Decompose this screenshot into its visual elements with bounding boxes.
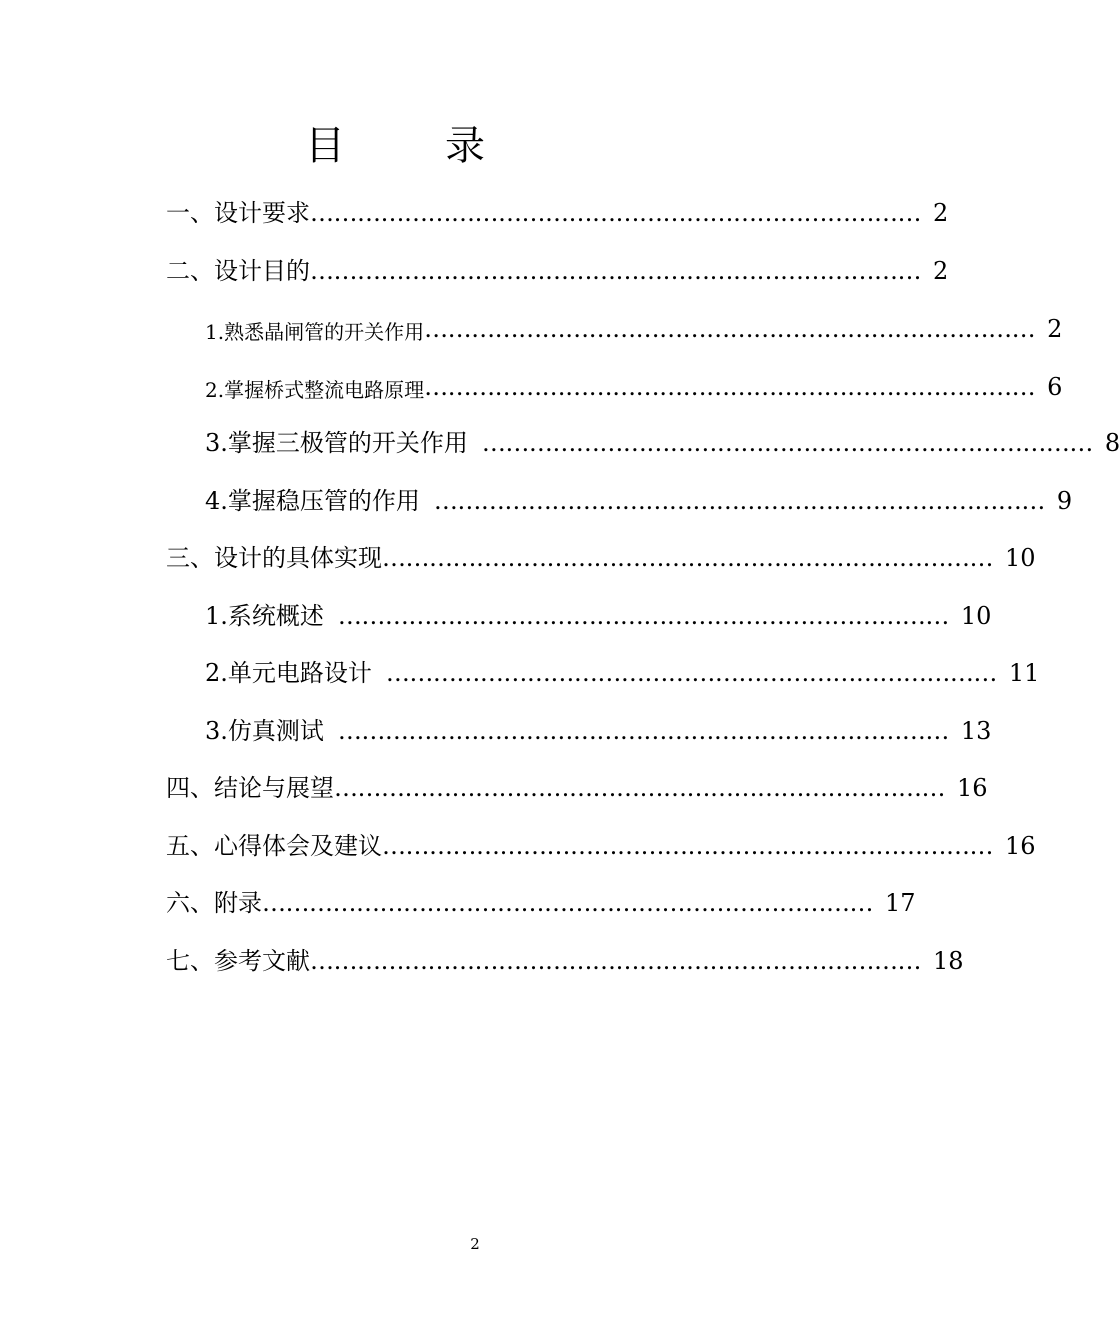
toc-leader-dots: …………………………………………………………………… bbox=[310, 257, 921, 285]
toc-leader-dots: …………………………………………………………………… bbox=[337, 602, 949, 630]
toc-leader-dots: …………………………………………………………………… bbox=[424, 373, 1036, 401]
toc-page-number: 10 bbox=[960, 602, 992, 630]
toc-page-number: 2 bbox=[1047, 315, 1063, 343]
toc-leader-dots: …………………………………………………………………… bbox=[334, 774, 945, 802]
toc-page-number: 17 bbox=[885, 889, 916, 917]
footer-page-number: 2 bbox=[470, 1235, 480, 1253]
toc-entry-3[interactable] bbox=[166, 541, 1036, 575]
toc-entry-label: 4.掌握稳压管的作用 bbox=[205, 487, 420, 515]
toc-page-number: 6 bbox=[1047, 373, 1063, 401]
toc-entry-2-2[interactable] bbox=[205, 370, 1063, 404]
toc-page-number: 11 bbox=[1008, 659, 1040, 687]
toc-leader-dots: …………………………………………………………………… bbox=[310, 199, 921, 227]
toc-leader-dots: …………………………………………………………………… bbox=[382, 832, 993, 860]
toc-entry-label: 1.熟悉晶闸管的开关作用 bbox=[205, 320, 425, 344]
toc-entry-label: 2.单元电路设计 bbox=[205, 659, 372, 687]
toc-leader-dots: …………………………………………………………………… bbox=[262, 889, 873, 917]
toc-entry-4[interactable] bbox=[166, 771, 988, 805]
toc-page-number: 10 bbox=[1005, 544, 1036, 572]
toc-page-number: 16 bbox=[957, 774, 988, 802]
toc-entry-2-1[interactable] bbox=[205, 312, 1063, 346]
toc-leader-dots: …………………………………………………………………… bbox=[310, 947, 921, 975]
toc-entry-label: 3.掌握三极管的开关作用 bbox=[205, 429, 468, 457]
toc-leader-dots: …………………………………………………………………… bbox=[382, 544, 993, 572]
toc-entry-2-3[interactable] bbox=[205, 426, 1120, 460]
toc-entry-3-2[interactable] bbox=[205, 656, 1040, 690]
toc-page-number: 8 bbox=[1104, 429, 1120, 457]
toc-entry-2[interactable] bbox=[166, 254, 949, 288]
toc-entry-5[interactable] bbox=[166, 829, 1036, 863]
toc-entry-label: 2.掌握桥式整流电路原理 bbox=[205, 378, 425, 402]
toc-leader-dots: …………………………………………………………………… bbox=[337, 717, 949, 745]
toc-leader-dots: …………………………………………………………………… bbox=[385, 659, 997, 687]
toc-page-number: 16 bbox=[1005, 832, 1036, 860]
toc-title-char-1: 目 bbox=[305, 123, 345, 169]
toc-page-number: 9 bbox=[1056, 487, 1073, 515]
toc-entry-label: 3.仿真测试 bbox=[205, 717, 324, 745]
toc-entry-1[interactable] bbox=[166, 196, 949, 230]
toc-entry-label: 1.系统概述 bbox=[205, 602, 324, 630]
toc-entry-2-4[interactable] bbox=[205, 484, 1073, 518]
toc-leader-dots: …………………………………………………………………… bbox=[481, 429, 1093, 457]
toc-entry-label: 一、设计要求 bbox=[166, 199, 310, 227]
toc-entry-label: 七、参考文献 bbox=[166, 947, 310, 975]
toc-entry-label: 五、心得体会及建议 bbox=[166, 832, 382, 860]
toc-entry-label: 二、设计目的 bbox=[166, 257, 310, 285]
toc-title-char-2: 录 bbox=[445, 123, 485, 169]
toc-leader-dots: …………………………………………………………………… bbox=[433, 487, 1045, 515]
toc-leader-dots: …………………………………………………………………… bbox=[424, 315, 1036, 343]
toc-entry-7[interactable] bbox=[166, 944, 964, 978]
toc-entry-3-1[interactable] bbox=[205, 599, 992, 633]
toc-page-number: 2 bbox=[933, 199, 949, 227]
toc-page-number: 18 bbox=[933, 947, 964, 975]
toc-page-number: 13 bbox=[960, 717, 992, 745]
toc-entry-label: 三、设计的具体实现 bbox=[166, 544, 382, 572]
toc-entry-label: 四、结论与展望 bbox=[166, 774, 334, 802]
toc-entry-label: 六、附录 bbox=[166, 889, 262, 917]
toc-entry-3-3[interactable] bbox=[205, 714, 992, 748]
toc-entry-6[interactable] bbox=[166, 886, 916, 920]
toc-page-number: 2 bbox=[933, 257, 949, 285]
